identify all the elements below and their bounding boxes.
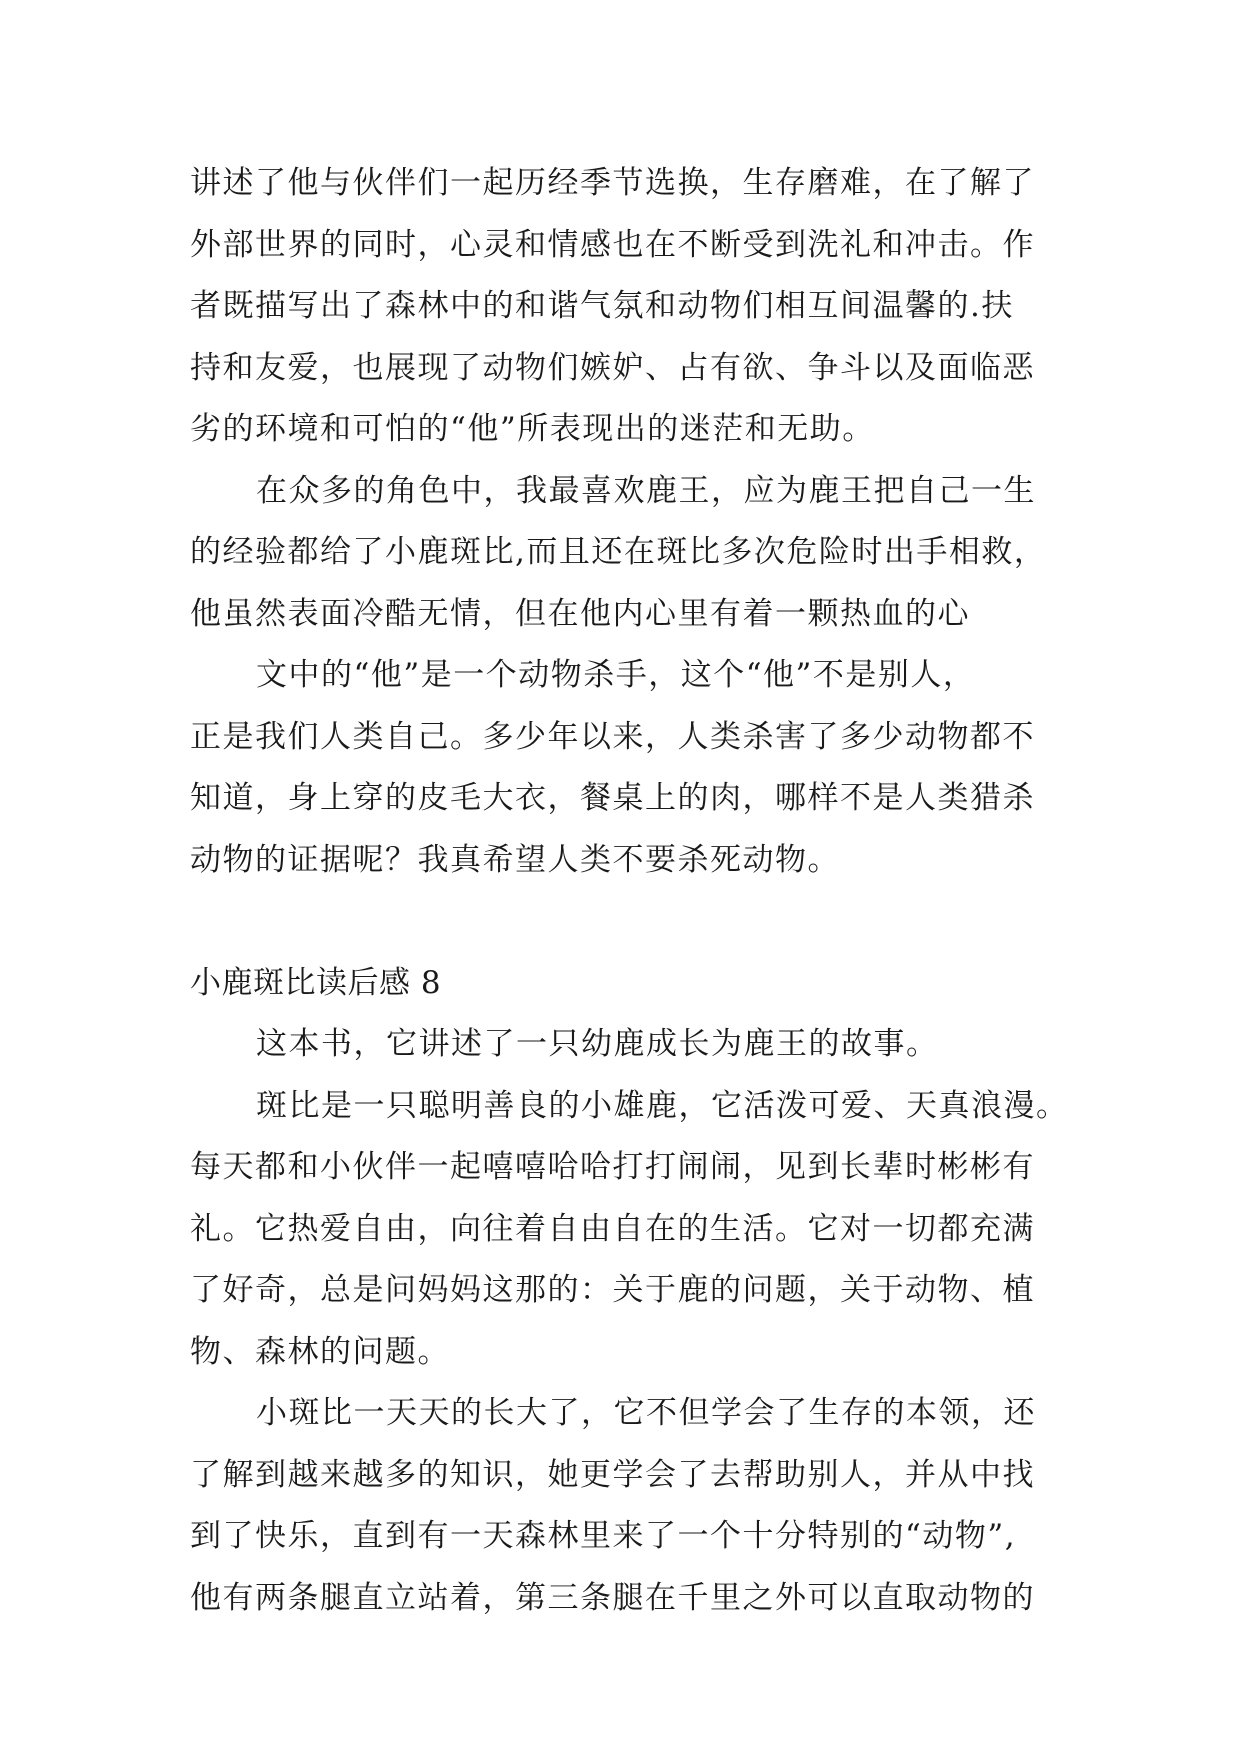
- text-line: 礼。它热爱自由，向往着自由自在的生活。它对一切都充满: [190, 1210, 1035, 1247]
- text-line: 这本书，它讲述了一只幼鹿成长为鹿王的故事。: [256, 1026, 939, 1062]
- text-line: 外部世界的同时，心灵和情感也在不断受到洗礼和冲击。作: [190, 226, 1035, 263]
- document-body: [190, 153, 1069, 1629]
- text-line: 他虽然表面冷酷无情，但在他内心里有着一颗热血的心: [190, 595, 970, 632]
- paragraph: [190, 153, 1060, 461]
- text-line: 的经验都给了小鹿斑比,而且还在斑比多次危险时出手相救，: [190, 534, 1047, 570]
- text-line: 者既描写出了森林中的和谐气氛和动物们相互间温馨的.扶: [190, 288, 1014, 324]
- paragraph: [190, 1383, 1060, 1629]
- text-line: 了好奇，总是问妈妈这那的：关于鹿的问题，关于动物、植: [190, 1272, 1035, 1308]
- text-line: 他有两条腿直立站着，第三条腿在千里之外可以直取动物的: [190, 1579, 1035, 1616]
- text-line: 正是我们人类自己。多少年以来，人类杀害了多少动物都不: [190, 718, 1035, 755]
- blank-line: [190, 891, 1060, 953]
- text-line: 文中的“他”是一个动物杀手，这个“他”不是别人，: [256, 657, 976, 693]
- paragraph: [190, 645, 1060, 891]
- text-line: 每天都和小伙伴一起嘻嘻哈哈打打闹闹，见到长辈时彬彬有: [190, 1149, 1035, 1185]
- text-line: 劣的环境和可怕的“他”所表现出的迷茫和无助。: [190, 411, 875, 447]
- text-line: 动物的证据呢？我真希望人类不要杀死动物。: [190, 841, 840, 878]
- text-line: 持和友爱，也展现了动物们嫉妒、占有欲、争斗以及面临恶: [190, 349, 1035, 386]
- paragraph: [190, 461, 1060, 646]
- paragraph: [190, 1076, 1069, 1384]
- text-line: 物、森林的问题。: [190, 1333, 450, 1370]
- text-line: 斑比是一只聪明善良的小雄鹿，它活泼可爱、天真浪漫。: [256, 1087, 1069, 1124]
- text-line: 小斑比一天天的长大了，它不但学会了生存的本领，还: [256, 1395, 1036, 1431]
- text-line: 了解到越来越多的知识，她更学会了去帮助别人，并从中找: [190, 1456, 1035, 1493]
- text-line: 在众多的角色中，我最喜欢鹿王，应为鹿王把自己一生: [256, 472, 1036, 509]
- paragraph: [190, 1014, 1060, 1076]
- text-line: 讲述了他与伙伴们一起历经季节选换，生存磨难，在了解了: [190, 165, 1035, 201]
- text-line: 知道，身上穿的皮毛大衣，餐桌上的肉，哪样不是人类猎杀: [190, 780, 1035, 816]
- text-line: 到了快乐，直到有一天森林里来了一个十分特别的“动物”,: [190, 1518, 1017, 1554]
- section-heading: 小鹿斑比读后感 8: [190, 964, 442, 1001]
